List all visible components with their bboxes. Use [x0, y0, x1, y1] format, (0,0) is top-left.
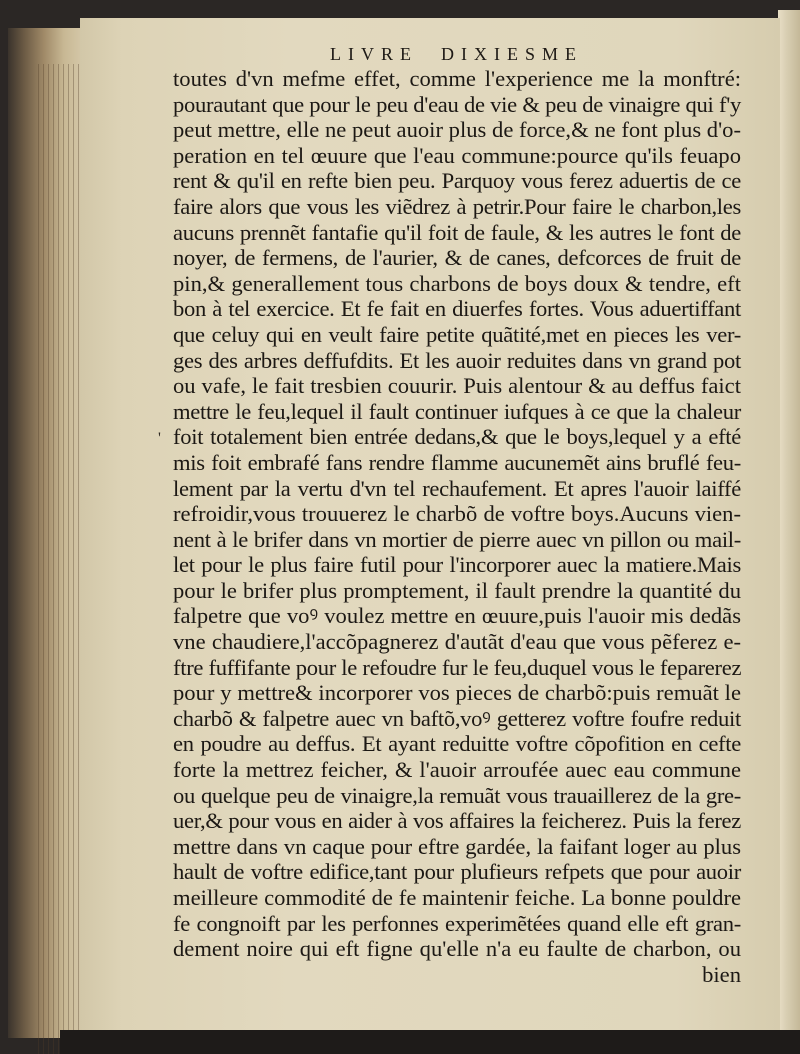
text-line: ou quelque peu de vinaigre,la remuãt vous trauaillerez de la gre-: [173, 782, 741, 808]
text-line: aucuns prennẽt fantafie qu'il foit de faule, & les autres le font de: [173, 219, 741, 245]
text-line: pin,& generallement tous charbons de boys doux & tendre, eft: [173, 270, 741, 296]
text-line: falpetre que voꝰ voulez mettre en œuure,puis l'auoir mis dedãs: [173, 603, 741, 629]
text-line: charbõ & falpetre auec vn baftõ,voꝰ getterez voftre foufre reduit: [173, 705, 741, 731]
text-line: meilleure commodité de fe maintenir feiche. La bonne pouldre: [173, 885, 741, 910]
book-binding: [8, 28, 88, 1038]
text-line: pour le brifer plus promptement, il fault prendre la quantité du: [173, 577, 741, 603]
text-line: let pour le plus faire futil pour l'incorporer auec la matiere.Mais: [173, 552, 741, 578]
text-line: mis foit embrafé fans rendre flamme aucunemẽt ains bruflé feu-: [173, 449, 741, 475]
text-line: vne chaudiere,l'accõpagnerez d'autãt d'eau que vous pẽferez e-: [173, 629, 741, 655]
text-line: refroidir,vous trouuerez le charbõ de voftre boys.Aucuns vien-: [173, 501, 741, 527]
text-line: toutes d'vn mefme effet, comme l'experience me la monftré:: [173, 66, 741, 91]
margin-mark: ': [158, 430, 161, 447]
text-line: peut mettre, elle ne peut auoir plus de force,& ne font plus d'o-: [173, 117, 741, 143]
text-line: ges des arbres deffufdits. Et les auoir reduites dans vn grand pot: [173, 347, 741, 373]
bottom-shadow: [60, 1030, 800, 1054]
text-line: uer,& pour vous en aider à vos affaires la feicherez. Puis la ferez: [173, 808, 741, 834]
text-line: mettre le feu,lequel il fault continuer iufques à ce que la chaleur: [173, 398, 741, 424]
text-line: foit totalement bien entrée dedans,& que le boys,lequel y a efté: [173, 424, 741, 450]
catchword: bien: [702, 961, 741, 987]
text-line: bon à tel exercice. Et fe fait en diuerfes fortes. Vous aduertiffant: [173, 296, 741, 322]
text-line: ftre fuffifante pour le refoudre fur le feu,duquel vous le feparerez: [173, 654, 742, 680]
text-line: lement par la vertu d'vn tel rechaufement. Et apres l'auoir laiffé: [173, 475, 741, 501]
text-line: fe congnoift par les perfonnes experimẽtées quand elle eft gran-: [173, 910, 741, 936]
text-line: en poudre au deffus. Et ayant reduitte voftre cõpofition en cefte: [173, 731, 741, 757]
text-line: forte la mettrez feicher, & l'auoir arroufée auec eau commune: [173, 757, 741, 783]
body-text: [173, 66, 741, 987]
text-line: ou vafe, le fait tresbien couurir. Puis alentour & au deffus faict: [173, 373, 741, 399]
text-line: hault de voftre edifice,tant pour plufieurs refpets que pour auoir: [173, 859, 741, 885]
text-line: mettre dans vn caque pour eftre gardée, la faifant loger au plus: [173, 833, 741, 859]
text-line: rent & qu'il en refte bien peu. Parquoy vous ferez aduertis de ce: [173, 168, 741, 194]
facing-page-edge: [778, 10, 800, 1054]
text-line: pour y mettre& incorporer vos pieces de charbõ:puis remuãt le: [173, 680, 741, 706]
text-line: faire alors que vous les viẽdrez à petrir.Pour faire le charbon,les: [173, 193, 741, 219]
running-head: LIVRE DIXIESME: [330, 44, 583, 64]
text-line: dement noire qui eft figne qu'elle n'a eu faulte de charbon, ou: [173, 936, 741, 962]
text-line: que celuy qui en veult faire petite quãtité,met en pieces les ver-: [173, 321, 741, 347]
text-line: noyer, de fermens, de l'aurier, & de canes, defcorces de fruit de: [173, 245, 741, 271]
text-line: pourautant que pour le peu d'eau de vie & peu de vinaigre qui f'y: [173, 91, 741, 117]
text-line: peration en tel œuure que l'eau commune:pource qu'ils feuapo: [173, 142, 741, 168]
text-line: nent à le brifer dans vn mortier de pierre auec vn pillon ou mail-: [173, 526, 741, 552]
